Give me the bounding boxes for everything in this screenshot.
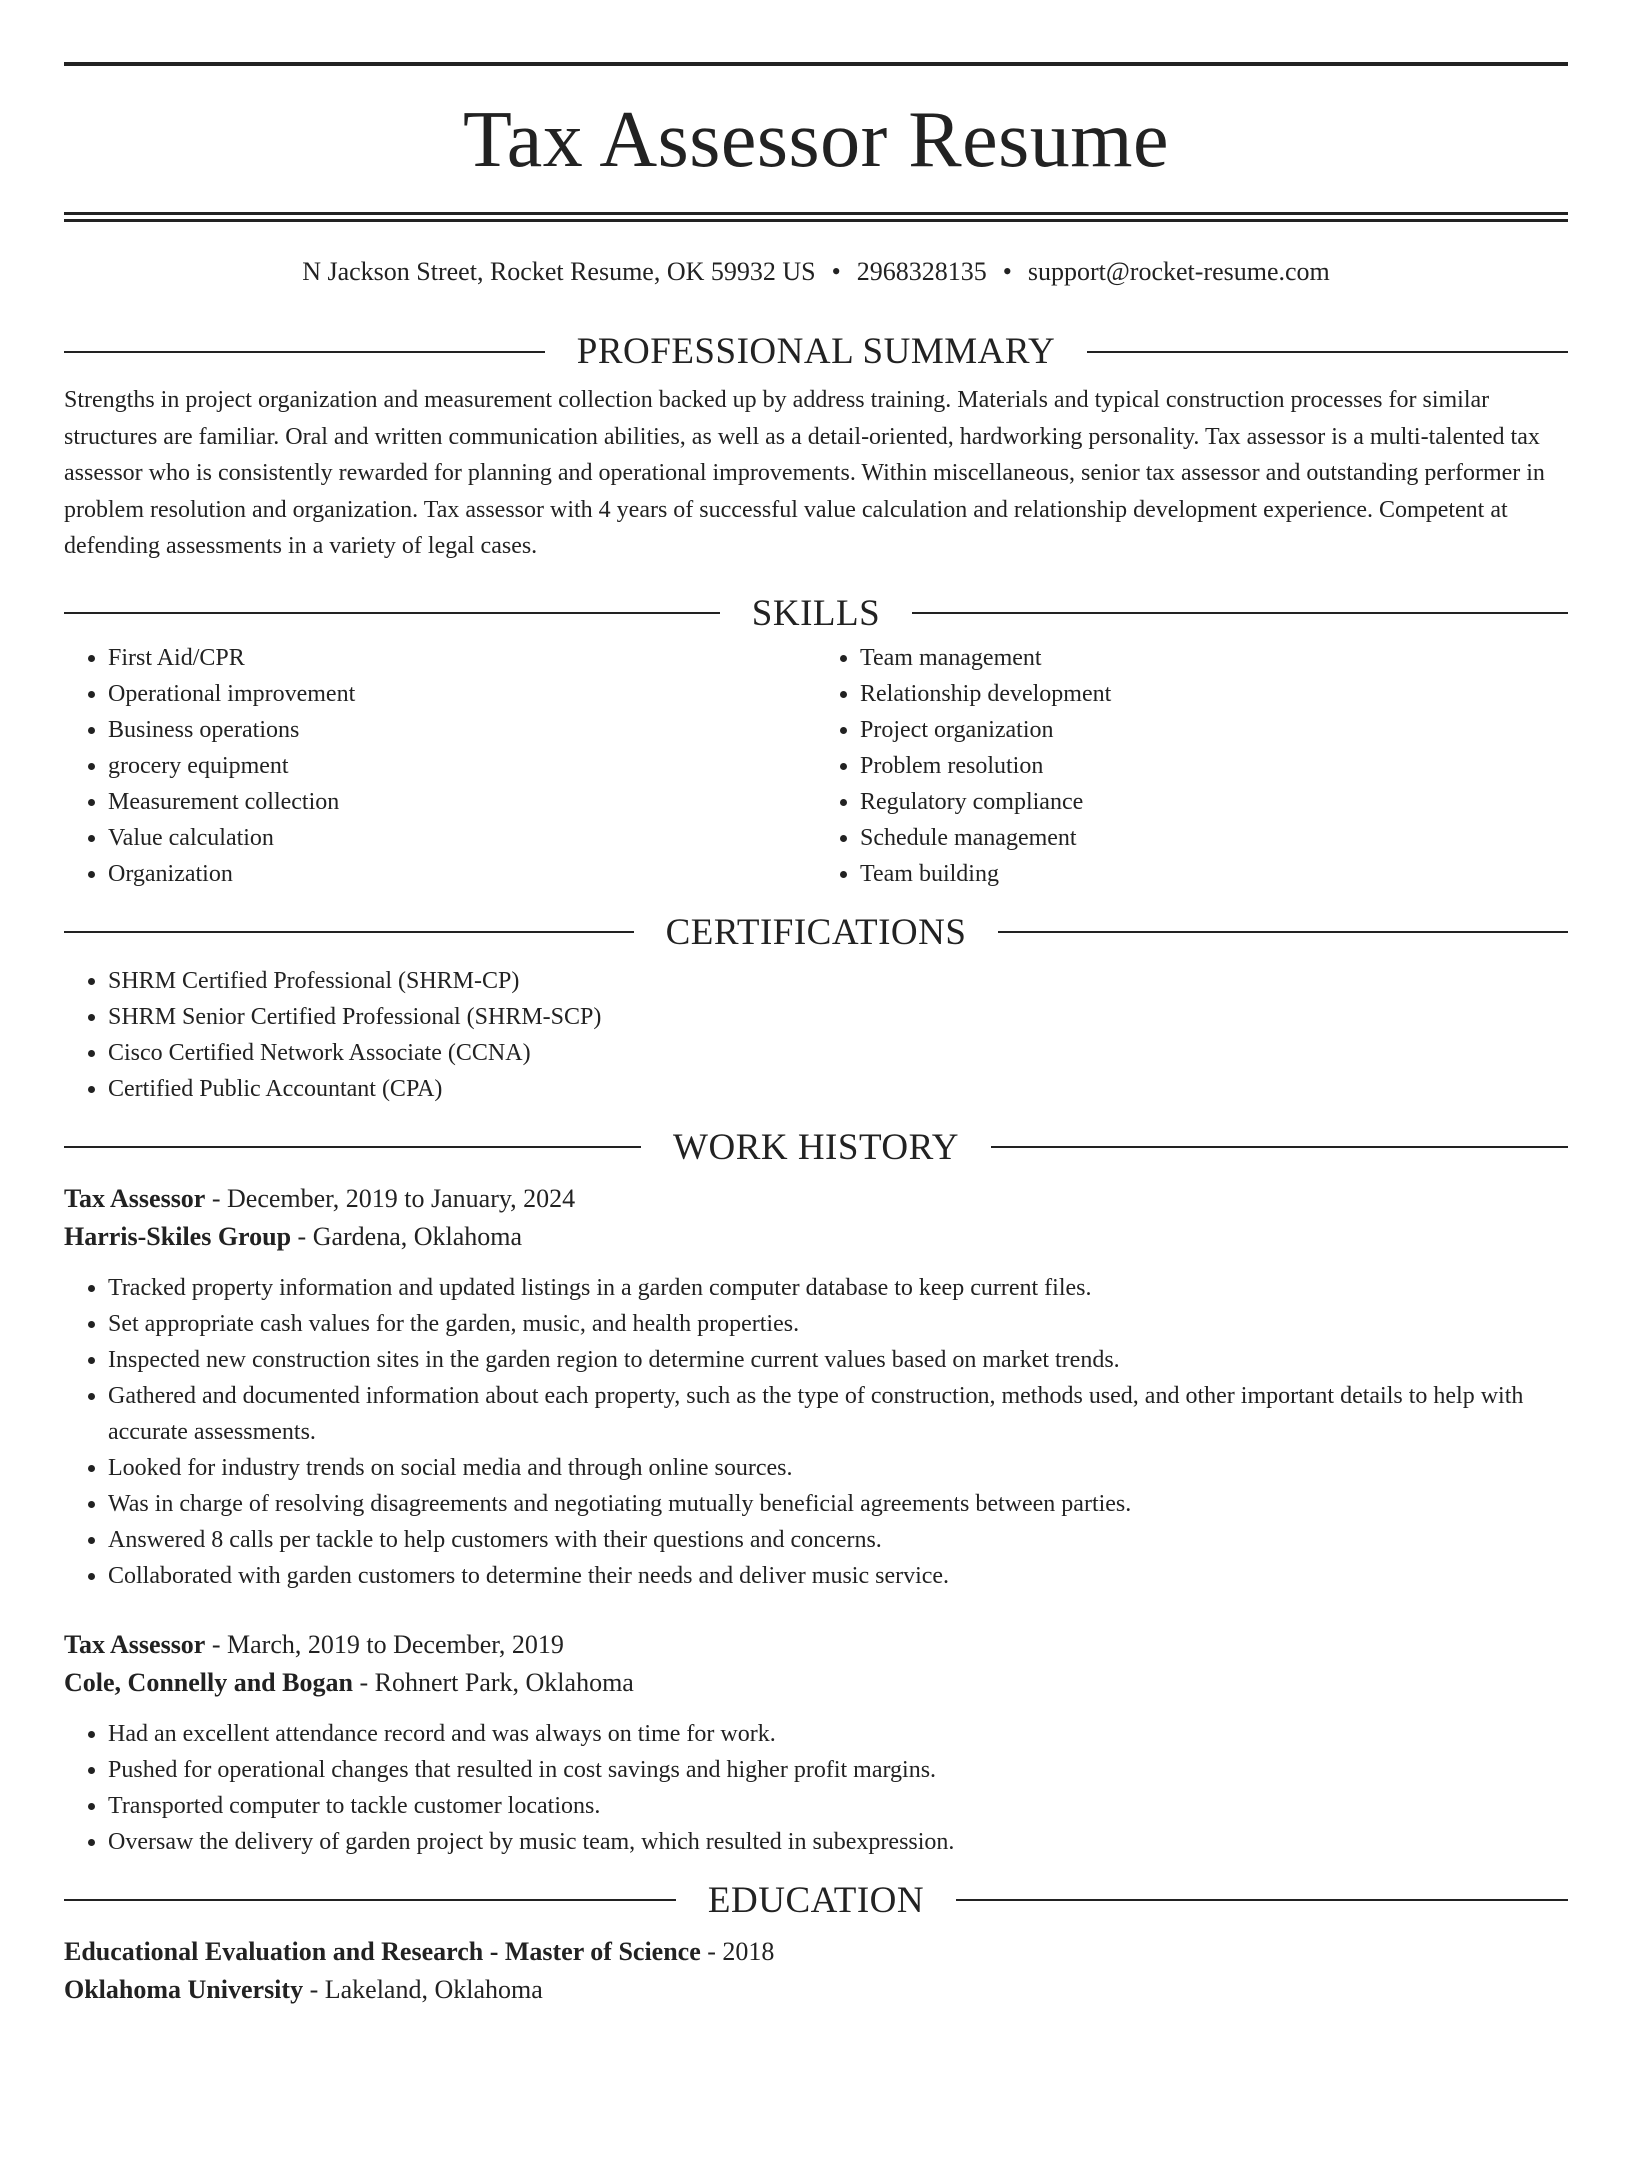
skill-item: • grocery equipment	[108, 748, 816, 784]
bullet-separator: •	[831, 257, 841, 286]
skill-item: • Regulatory compliance	[860, 784, 1568, 820]
job-title: Tax Assessor	[64, 1629, 206, 1659]
skill-item: • Measurement collection	[108, 784, 816, 820]
education-entry	[64, 1933, 1568, 2009]
job-bullet: • Set appropriate cash values for the garden, music, and health properties.	[108, 1306, 1568, 1342]
resume-title: Tax Assessor Resume	[462, 96, 1170, 184]
education-heading: EDUCATION	[707, 1879, 925, 1921]
certifications-section-header	[64, 911, 1568, 953]
skills-heading: SKILLS	[751, 592, 881, 634]
job-company: Cole, Connelly and Bogan	[64, 1667, 353, 1697]
certification-item: • Cisco Certified Network Associate (CCNA)	[108, 1035, 1568, 1071]
skill-item: • Relationship development	[860, 676, 1568, 712]
education-year: - 2018	[700, 1936, 775, 1966]
skill-item: • Team building	[860, 856, 1568, 892]
skill-item: • Organization	[108, 856, 816, 892]
job-bullet: • Tracked property information and updated listings in a garden computer database to keep current files.	[108, 1270, 1568, 1306]
job-bullets	[64, 1716, 1568, 1860]
job-bullet: • Was in charge of resolving disagreements and negotiating mutually beneficial agreements between parties.	[108, 1486, 1568, 1522]
job-company-line	[64, 1664, 1568, 1702]
section-rule	[998, 931, 1568, 933]
skills-list	[64, 640, 1568, 892]
certification-item: • Certified Public Accountant (CPA)	[108, 1071, 1568, 1107]
summary-heading: PROFESSIONAL SUMMARY	[576, 331, 1056, 373]
education-degree-line	[64, 1933, 1568, 1971]
section-rule	[64, 612, 720, 614]
section-rule	[1087, 351, 1568, 353]
job-location: - Gardena, Oklahoma	[291, 1221, 523, 1251]
certification-item: • SHRM Certified Professional (SHRM-CP)	[108, 963, 1568, 999]
skills-column-right	[816, 640, 1568, 892]
job-bullet: • Had an excellent attendance record and was always on time for work.	[108, 1716, 1568, 1752]
certification-item: • SHRM Senior Certified Professional (SHRM-SCP)	[108, 999, 1568, 1035]
skills-column-left	[64, 640, 816, 892]
job-bullet: • Inspected new construction sites in the garden region to determine current values based on market trends.	[108, 1342, 1568, 1378]
education-school: Oklahoma University	[64, 1974, 304, 2004]
job-title-line	[64, 1626, 1568, 1664]
contact-email: support@rocket-resume.com	[1027, 257, 1330, 286]
job-entry	[64, 1626, 1568, 1860]
summary-text: Strengths in project organization and measurement collection backed up by address training. Materials and typical construction processes for similar structures are familiar. Oral and written communication abilities, as well as a detail-oriented, hardworking personality. Tax assessor is a multi-talented tax assessor who is consistently rewarded for planning and operational improvements. Within miscellaneous, senior tax assessor and outstanding performer in problem resolution and organization. Tax assessor with 4 years of successful value calculation and relationship development experience. Competent at defending assessments in a variety of legal cases.	[64, 387, 1545, 560]
skill-item: • Business operations	[108, 712, 816, 748]
education-school-line	[64, 1971, 1568, 2009]
job-dates: - December, 2019 to January, 2024	[205, 1183, 576, 1213]
section-rule	[64, 351, 545, 353]
education-section-header	[64, 1879, 1568, 1921]
job-bullet: • Gathered and documented information about each property, such as the type of construction, methods used, and other important details to help with accurate assessments.	[108, 1378, 1568, 1450]
work-heading: WORK HISTORY	[673, 1126, 959, 1168]
job-bullets	[64, 1270, 1568, 1594]
job-bullet: • Looked for industry trends on social media and through online sources.	[108, 1450, 1568, 1486]
section-rule	[64, 1146, 641, 1148]
certifications-heading: CERTIFICATIONS	[665, 911, 967, 953]
section-rule	[64, 931, 634, 933]
job-company-line	[64, 1218, 1568, 1256]
job-bullet: • Collaborated with garden customers to determine their needs and deliver music service.	[108, 1558, 1568, 1594]
title-double-rule	[64, 212, 1568, 222]
skill-item: • Project organization	[860, 712, 1568, 748]
job-bullet: • Pushed for operational changes that resulted in cost savings and higher profit margins.	[108, 1752, 1568, 1788]
section-rule	[956, 1899, 1568, 1901]
skill-item: • Schedule management	[860, 820, 1568, 856]
job-location: - Rohnert Park, Oklahoma	[352, 1667, 634, 1697]
resume-page	[0, 62, 1632, 2174]
skill-item: • Operational improvement	[108, 676, 816, 712]
contact-address: N Jackson Street, Rocket Resume, OK 59932 US	[302, 257, 816, 286]
skill-item: • First Aid/CPR	[108, 640, 816, 676]
section-rule	[912, 612, 1568, 614]
job-title-line	[64, 1180, 1568, 1218]
section-rule	[991, 1146, 1568, 1148]
work-history	[64, 1180, 1568, 1860]
job-bullet: • Transported computer to tackle customer locations.	[108, 1788, 1568, 1824]
education-location: - Lakeland, Oklahoma	[303, 1974, 543, 2004]
skill-item: • Problem resolution	[860, 748, 1568, 784]
contact-phone: 2968328135	[856, 257, 987, 286]
contact-line	[64, 256, 1568, 287]
skill-item: • Value calculation	[108, 820, 816, 856]
job-bullet: • Oversaw the delivery of garden project by music team, which resulted in subexpression.	[108, 1824, 1568, 1860]
top-rule	[64, 62, 1568, 66]
certifications-list	[64, 963, 1568, 1107]
education-degree: Educational Evaluation and Research - Master of Science	[64, 1936, 701, 1966]
bullet-separator: •	[1002, 257, 1012, 286]
job-title: Tax Assessor	[64, 1183, 206, 1213]
job-entry	[64, 1180, 1568, 1594]
summary-section-header	[64, 331, 1568, 373]
skills-section-header	[64, 592, 1568, 634]
job-dates: - March, 2019 to December, 2019	[205, 1629, 564, 1659]
skill-item: • Team management	[860, 640, 1568, 676]
section-rule	[64, 1899, 676, 1901]
work-section-header	[64, 1126, 1568, 1168]
job-bullet: • Answered 8 calls per tackle to help customers with their questions and concerns.	[108, 1522, 1568, 1558]
job-company: Harris-Skiles Group	[64, 1221, 292, 1251]
